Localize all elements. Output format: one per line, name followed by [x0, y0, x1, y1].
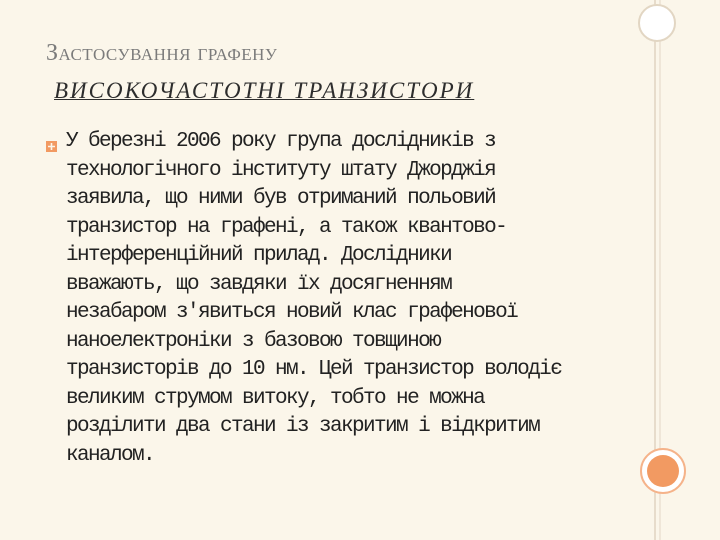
bullet-line: технологічного інституту штату Джорджія — [66, 158, 496, 182]
bullet-line: каналом. — [66, 443, 155, 467]
bullet-line: транзисторів до 10 нм. Цей транзистор володіє — [66, 358, 562, 381]
bullet-icon — [46, 141, 57, 152]
bullet-line: розділити два стани із закритим і відкритим — [66, 415, 540, 438]
bullet-line: вважають, що завдяки їх досягненням — [66, 272, 452, 296]
bullet-line: У березні 2006 року група дослідників з — [66, 130, 496, 153]
orange-circle-icon — [640, 448, 686, 494]
bullet-line: великим струмом витоку, тобто не можна — [66, 386, 485, 410]
ring-icon — [638, 4, 676, 42]
bullet-line: незабаром з'явиться новий клас графенової — [66, 301, 518, 324]
bullet-text — [66, 128, 626, 470]
bullet-line: інтерференційний прилад. Дослідники — [66, 244, 452, 267]
bullet-line: заявила, що ними був отриманий польовий — [66, 187, 496, 210]
bullet-line: наноелектроніки з базовою товщиною — [66, 329, 441, 353]
bullet-line: транзистор на графені, а також квантово- — [66, 215, 507, 239]
slide-subtitle: ВИСОКОЧАСТОТНІ ТРАНЗИСТОРИ — [54, 78, 475, 103]
slide-title: Застосування графену — [46, 40, 278, 66]
